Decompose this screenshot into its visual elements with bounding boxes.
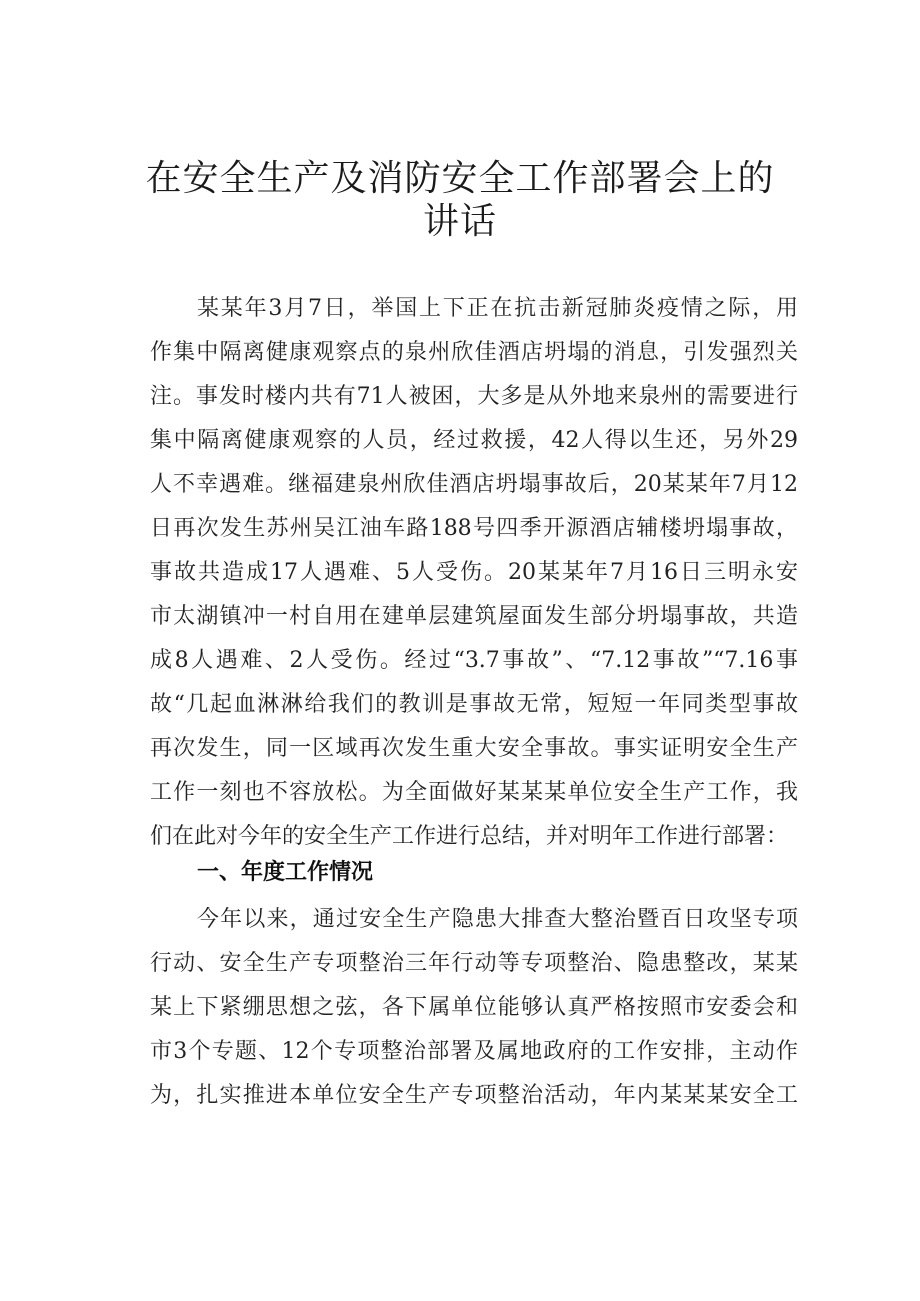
paragraph-1-line: 市太湖镇冲一村自用在建单层建筑屋面发生部分坍塌事故，共造 (150, 604, 798, 629)
paragraph-1-line: 成8人遇难、2人受伤。经过“3.7事故”、“7.12事故”“7.16事 (150, 648, 798, 673)
paragraph-1-line: 人不幸遇难。继福建泉州欣佳酒店坍塌事故后，20某某年7月12 (150, 472, 798, 497)
paragraph-1-line: 再次发生，同一区域再次发生重大安全事故。事实证明安全生产 (150, 736, 798, 761)
paragraph-2-line: 今年以来，通过安全生产隐患大排查大整治暨百日攻坚专项 (197, 907, 798, 932)
paragraph-2-line: 行动、安全生产专项整治三年行动等专项整治、隐患整改，某某 (150, 951, 798, 976)
paragraph-1-line: 作集中隔离健康观察点的泉州欣佳酒店坍塌的消息，引发强烈关 (150, 340, 798, 365)
document-title-line-1: 在安全生产及消防安全工作部署会上的 (145, 158, 775, 199)
paragraph-1-line: 集中隔离健康观察的人员，经过救援，42人得以生还，另外29 (150, 428, 798, 453)
paragraph-1-line: 事故共造成17人遇难、5人受伤。20某某年7月16日三明永安 (150, 560, 798, 585)
paragraph-1-line: 日再次发生苏州吴江油车路188号四季开源酒店辅楼坍塌事故， (150, 516, 798, 541)
paragraph-2-line: 为，扎实推进本单位安全生产专项整治活动，年内某某某安全工 (150, 1083, 798, 1108)
paragraph-2-line: 某上下紧绷思想之弦，各下属单位能够认真严格按照市安委会和 (150, 995, 798, 1020)
paragraph-1-line: 们在此对今年的安全生产工作进行总结，并对明年工作进行部署： (150, 824, 789, 849)
paragraph-1-line: 故“几起血淋淋给我们的教训是事故无常，短短一年同类型事故 (150, 692, 798, 717)
paragraph-1-line: 某某年3月7日，举国上下正在抗击新冠肺炎疫情之际，用 (197, 296, 798, 321)
paragraph-1-line: 注。事发时楼内共有71人被困，大多是从外地来泉州的需要进行 (150, 384, 798, 409)
section-heading: 一、年度工作情况 (197, 860, 374, 885)
paragraph-1-line: 工作一刻也不容放松。为全面做好某某某单位安全生产工作，我 (150, 780, 798, 805)
document-title-line-2: 讲话 (422, 201, 497, 242)
paragraph-2-line: 市3个专题、12个专项整治部署及属地政府的工作安排，主动作 (150, 1039, 798, 1064)
